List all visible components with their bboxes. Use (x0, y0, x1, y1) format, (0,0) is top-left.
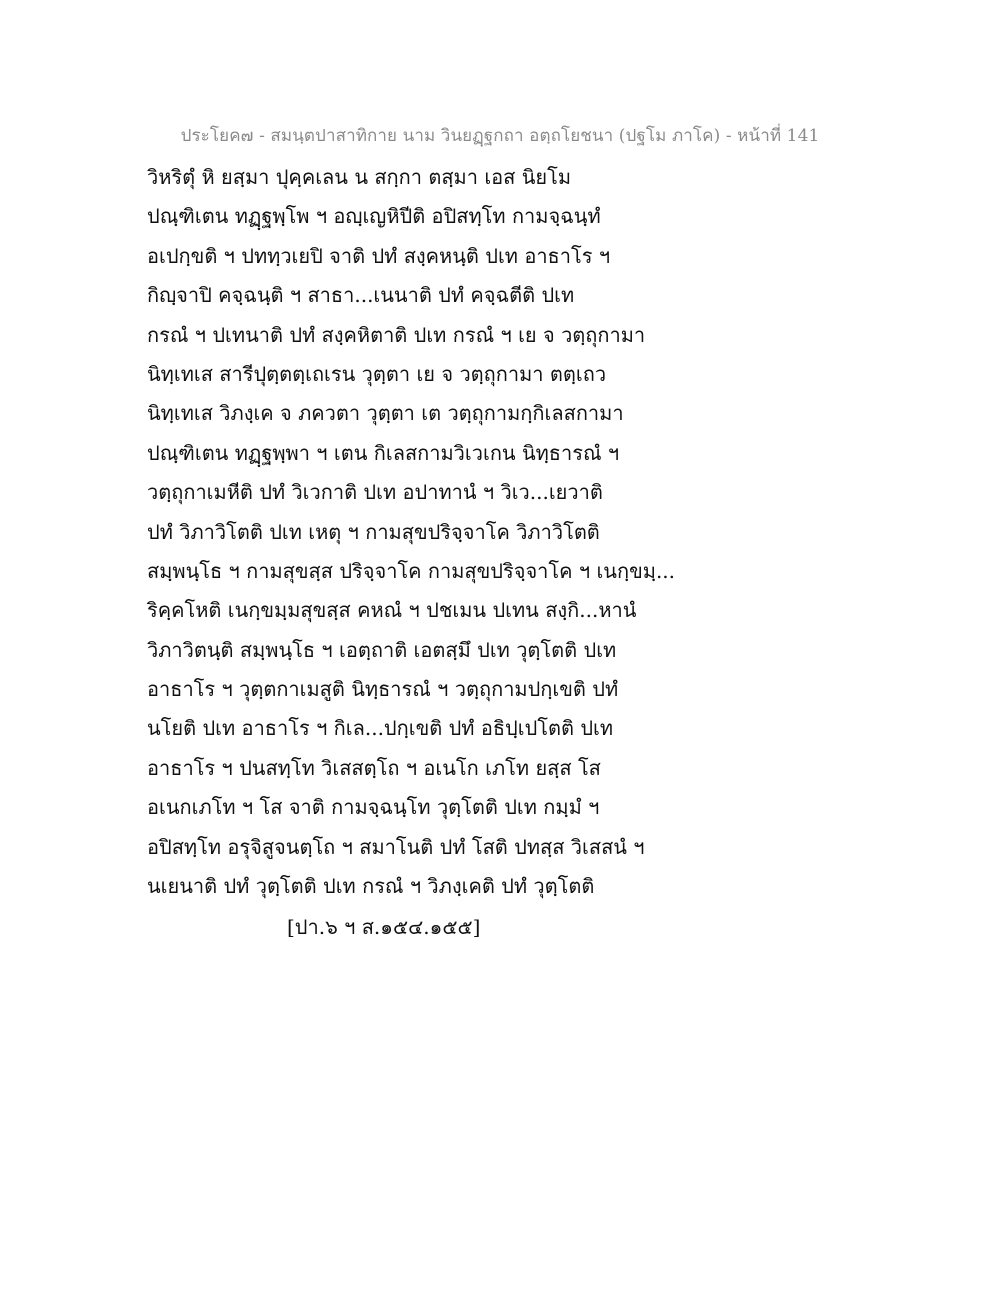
text-line: ริคฺคโหติ เนกฺขมฺมสุขสฺส คหณํ ฯ ปชเมน ปเทน สงฺกิ...หานํ (147, 598, 637, 623)
body-text (147, 158, 867, 906)
text-line: อเนกเภโท ฯ โส จาติ กามจฺฉนฺโท วุตฺโตติ ปเท กมฺมํ ฯ (147, 795, 600, 820)
text-line: ปณฺฑิเตน ทฏฺฐพฺพา ฯ เตน กิเลสกามวิเวเกน นิทฺธารณํ ฯ (147, 440, 620, 465)
text-line: นโยติ ปเท อาธาโร ฯ กิเล...ปกฺเขติ ปทํ อธิปฺเปโตติ ปเท (147, 716, 614, 741)
text-line: สมฺพนฺโธ ฯ กามสุขสฺส ปริจฺจาโค กามสุขปริจฺจาโค ฯ เนกฺขมฺ... (147, 558, 676, 583)
text-line: วิภาวิตนฺติ สมฺพนฺโธ ฯ เอตฺถาติ เอตสฺมึ ปเท วุตฺโตติ ปเท (147, 637, 617, 662)
text-line: วตฺถุกาเมหีติ ปทํ วิเวกาติ ปเท อปาทานํ ฯ วิเว...เยวาติ (147, 480, 603, 505)
running-header: ประโยค๗ - สมนฺตปาสาทิกาย นาม วินยฏฺฐกถา อตฺถโยชนา (ปฐโม ภาโค) - หน้าที่ 141 (180, 126, 820, 146)
text-line: อาธาโร ฯ ปนสทฺโท วิเสสตฺโถ ฯ อเนโก เภโท ยสฺส โส (147, 755, 601, 780)
source-citation: [ปา.๖ ฯ ส.๑๕๔.๑๕๕] (287, 915, 481, 939)
text-line: อปิสทฺโท อรุจิสูจนตฺโถ ฯ สมาโนติ ปทํ โสติ ปทสฺส วิเสสนํ ฯ (147, 834, 645, 859)
text-line: อเปกฺขติ ฯ ปททฺวเยปิ จาติ ปทํ สงฺคหนฺติ ปเท อาธาโร ฯ (147, 243, 611, 268)
text-line: นเยนาติ ปทํ วุตฺโตติ ปเท กรณํ ฯ วิภงฺเคติ ปทํ วุตฺโตติ (147, 874, 595, 899)
text-line: นิทฺเทเส วิภงฺเค จ ภควตา วุตฺตา เต วตฺถุกามกฺกิเลสกามา (147, 401, 624, 426)
text-line: กรณํ ฯ ปเทนาติ ปทํ สงฺคหิตาติ ปเท กรณํ ฯ เย จ วตฺถุกามา (147, 322, 646, 347)
text-line: วิหริตุํ หิ ยสฺมา ปุคฺคเลน น สกฺกา ตสฺมา เอส นิยโม (147, 165, 572, 189)
text-line: อาธาโร ฯ วุตฺตกาเมสูติ นิทฺธารณํ ฯ วตฺถุกามปกฺเขติ ปทํ (147, 677, 619, 702)
text-line: นิทฺเทเส สารีปุตฺตตฺเถเรน วุตฺตา เย จ วตฺถุกามา ตตฺเถว (147, 361, 607, 386)
text-line: ปทํ วิภาวิโตติ ปเท เหตุ ฯ กามสุขปริจฺจาโค วิภาวิโตติ (147, 519, 600, 544)
text-line: กิญฺจาปิ คจฺฉนฺติ ฯ สาธา...เนนาติ ปทํ คจฺฉตีติ ปเท (147, 283, 575, 308)
text-line: ปณฺฑิเตน ทฏฺฐพฺโพ ฯ อญฺเญหิปีติ อปิสทฺโท กามจฺฉนฺทํ (147, 204, 601, 229)
